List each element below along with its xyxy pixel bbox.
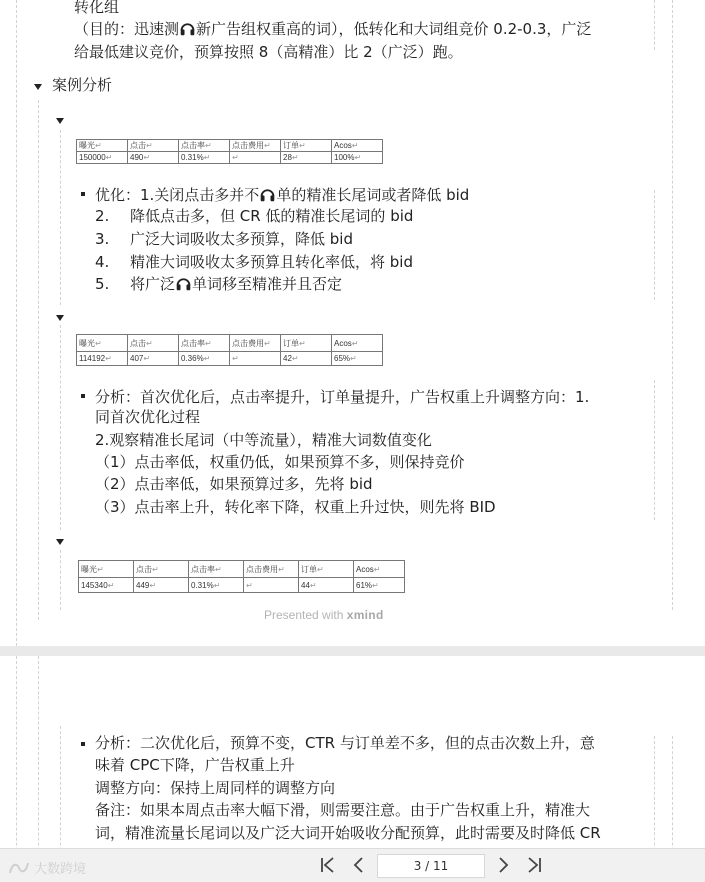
analysis-line: 调整方向：保持上周同样的调整方向 (95, 779, 336, 797)
table-header-cell: Acos (356, 564, 374, 574)
page-separator (0, 646, 705, 656)
table-header-cell: Acos (334, 141, 352, 150)
table-header-cell: Acos (334, 338, 352, 348)
bullet-icon (81, 192, 85, 196)
table-cell: 42 (283, 354, 292, 363)
analysis-line: （1）点击率低，权重仍低，如果预算不多，则保持竞价 (95, 453, 465, 471)
list-text: 精准大词吸收太多预算且转化率低，将 bid (130, 253, 413, 271)
xmind-watermark (264, 608, 384, 622)
tree-guide-line (672, 0, 673, 610)
table-header-cell: 曝光 (79, 141, 95, 150)
tree-guide-line (654, 0, 655, 50)
table-cell: 28 (283, 153, 292, 162)
table-row: 145340↵ 449↵ 0.31%↵ ↵ 44↵ 61%↵ (79, 578, 405, 593)
table-cell: 407 (130, 354, 144, 363)
table-cell: 61% (356, 580, 373, 590)
goal-line-1 (74, 18, 591, 41)
table-header-row: 曝光↵ 点击↵ 点击率↵ 点击费用↵ 订单↵ Acos↵ (77, 140, 383, 152)
page-indicator[interactable]: 3 / 11 (377, 854, 485, 878)
first-page-icon[interactable] (318, 855, 338, 875)
tree-guide-line (16, 0, 17, 646)
logo-icon (8, 861, 30, 875)
analysis-line: 分析：二次优化后，预算不变，CTR 与订单差不多，但的点击次数上升，意 (95, 734, 595, 752)
goal-text-a: （目的：迅速测 (74, 20, 180, 38)
table-header-cell: 点击费用 (232, 141, 264, 150)
table-cell: 100% (334, 153, 355, 162)
logo-text: 大数跨境 (34, 862, 87, 877)
analysis-line: 分析：首次优化后，点击率提升，订单量提升，广告权重上升调整方向：1. (95, 388, 590, 406)
analysis-line: （3）点击率上升，转化率下降，权重上升过快，则先将 BID (95, 498, 496, 516)
analysis-line: 词，精准流量长尾词以及广泛大词开始吸收分配预算，此时需要及时降低 CR (95, 824, 601, 842)
list-item (95, 228, 353, 251)
analysis-line: （2）点击率低，如果预算过多，先将 bid (95, 475, 373, 493)
tree-guide-line (654, 380, 655, 520)
table-header-cell: 点击率 (181, 141, 205, 150)
table-cell: 150000 (79, 153, 106, 162)
data-table-1 (76, 139, 383, 164)
analysis-line: 同首次优化过程 (95, 408, 201, 426)
list-item (95, 251, 413, 274)
table-header-cell: 订单 (283, 338, 299, 348)
table-header-cell: 点击 (130, 141, 146, 150)
table-header-cell: 订单 (283, 141, 299, 150)
table-cell: 114192 (79, 354, 106, 363)
collapse-caret-icon[interactable] (56, 315, 64, 321)
list-text: 降低点击多，但 CR 低的精准长尾词的 bid (130, 207, 414, 225)
table-header-cell: 点击 (130, 338, 146, 348)
list-item (95, 205, 414, 228)
list-number: 3. (95, 230, 110, 248)
list-text (130, 273, 342, 296)
table-cell: 0.36% (181, 354, 204, 363)
optimization-text-b: 单的精准长尾词或者降低 bid (276, 186, 470, 204)
table-header-row: 曝光↵ 点击↵ 点击率↵ 点击费用↵ 订单↵ Acos↵ (77, 335, 383, 352)
tree-guide-line (60, 130, 61, 305)
tree-guide-line (60, 325, 61, 530)
collapse-caret-icon[interactable] (34, 84, 42, 90)
headphones-icon (175, 275, 192, 292)
table-header-cell: 曝光 (79, 338, 95, 348)
list-text-b: 单词移至精准并且否定 (192, 275, 343, 293)
data-table-2 (76, 334, 383, 366)
list-number: 2. (95, 207, 110, 225)
last-page-icon[interactable] (524, 855, 544, 875)
goal-text-b: 新广告组权重高的词），低转化和大词组竞价 0.2-0.3，广泛 (196, 20, 592, 38)
table-cell: 490 (130, 153, 144, 162)
table-cell: 449 (136, 580, 150, 590)
next-page-icon[interactable] (493, 855, 513, 875)
page-navigation-bar (0, 848, 705, 882)
watermark-prefix: Presented with (264, 608, 344, 622)
list-number: 4. (95, 253, 110, 271)
goal-line-2: 给最低建议竞价，预算按照 8（高精准）比 2（广泛）跑。 (74, 43, 463, 61)
table-row: 114192↵ 407↵ 0.36%↵ ↵ 42↵ 65%↵ (77, 352, 383, 366)
section-title: 案例分析 (52, 76, 113, 94)
data-table-3 (78, 560, 405, 593)
table-row: 150000↵ 490↵ 0.31%↵ ↵ 28↵ 100%↵ (77, 152, 383, 164)
bullet-icon (81, 742, 85, 746)
list-text-a: 将广泛 (130, 275, 176, 293)
list-text: 广泛大词吸收太多预算，降低 bid (130, 230, 353, 248)
title-fragment: 转化组 (74, 0, 120, 16)
bullet-icon (81, 394, 85, 398)
analysis-line: 味着 CPC下降，广告权重上升 (95, 756, 295, 774)
table-cell: 0.31% (191, 580, 214, 590)
table-header-cell: 点击率 (181, 338, 205, 348)
table-cell: 0.31% (181, 153, 204, 162)
headphones-icon (259, 186, 276, 203)
table-header-cell: 曝光 (81, 564, 97, 574)
headphones-icon (179, 20, 196, 37)
tree-guide-line (60, 550, 61, 610)
tree-guide-line (38, 100, 39, 620)
tree-guide-line (654, 190, 655, 300)
watermark-brand: xmind (346, 608, 384, 622)
site-logo (8, 858, 86, 877)
table-header-cell: 点击费用 (232, 338, 264, 348)
table-header-cell: 点击费用 (246, 564, 278, 574)
table-header-row: 曝光↵ 点击↵ 点击率↵ 点击费用↵ 订单↵ Acos↵ (79, 561, 405, 578)
optimization-line (95, 184, 469, 207)
analysis-line: 2.观察精准长尾词（中等流量），精准大词数值变化 (95, 431, 432, 449)
table-cell: 145340 (81, 580, 108, 590)
list-item (95, 273, 343, 296)
table-header-cell: 订单 (301, 564, 317, 574)
optimization-text-a: 优化：1.关闭点击多并不 (95, 186, 260, 204)
table-header-cell: 点击 (136, 564, 152, 574)
list-number: 5. (95, 275, 110, 293)
analysis-line: 备注：如果本周点击率大幅下滑，则需要注意。由于广告权重上升，精准大 (95, 801, 591, 819)
collapse-caret-icon[interactable] (56, 118, 64, 124)
table-header-cell: 点击率 (191, 564, 215, 574)
prev-page-icon[interactable] (349, 855, 369, 875)
table-cell: 44 (301, 580, 310, 590)
collapse-caret-icon[interactable] (56, 539, 64, 545)
table-cell: 65% (334, 354, 351, 363)
